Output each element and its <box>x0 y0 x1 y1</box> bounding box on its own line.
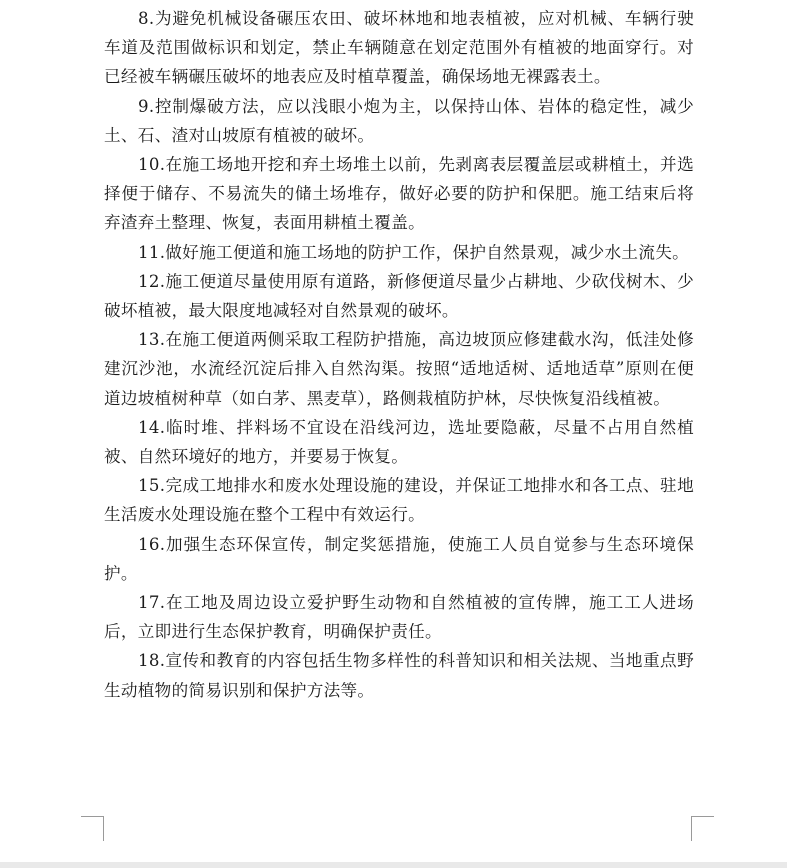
paragraph-11: 11.做好施工便道和施工场地的防护工作，保护自然景观，减少水土流失。 <box>138 242 689 262</box>
paragraph-12: 12.施工便道尽量使用原有道路，新修便道尽量少占耕地、少砍伐树木、少破坏植被，最大限度地减轻对自然景观的破坏。 <box>104 271 694 321</box>
paragraph-16: 16.加强生态环保宣传，制定奖惩措施，使施工人员自觉参与生态环境保护。 <box>104 534 694 583</box>
paragraph-13: 13.在施工便道两侧采取工程防护措施，高边坡顶应修建截水沟，低洼处修建沉沙池，水流经沉淀后排入自然沟渠。按照“适地适树、适地适草”原则在便道边坡植树种草（如白茅、黑麦草），路侧栽植防护林，尽快恢复沿线植被。 <box>104 330 694 408</box>
margin-corner-mark-right <box>691 816 714 841</box>
paragraph-15: 15.完成工地排水和废水处理设施的建设，并保证工地排水和各工点、驻地生活废水处理设施在整个工程中有效运行。 <box>104 476 694 525</box>
paragraph-17: 17.在工地及周边设立爱护野生动物和自然植被的宣传牌，施工工人进场后，立即进行生态保护教育，明确保护责任。 <box>104 593 694 642</box>
paragraph-8: 8.为避免机械设备碾压农田、破坏林地和地表植被，应对机械、车辆行驶车道及范围做标识和划定，禁止车辆随意在划定范围外有植被的地面穿行。对已经被车辆碾压破坏的地表应及时植草覆盖，确保场地无裸露表土。 <box>104 9 694 87</box>
paragraph-10: 10.在施工场地开挖和弃土场堆土以前，先剥离表层覆盖层或耕植土，并选择便于储存、不易流失的储土场堆存，做好必要的防护和保肥。施工结束后将弃渣弃土整理、恢复，表面用耕植土覆盖。 <box>104 155 694 233</box>
paragraph-14: 14.临时堆、拌料场不宜设在沿线河边，选址要隐蔽，尽量不占用自然植被、自然环境好的地方，并要易于恢复。 <box>104 417 694 467</box>
margin-corner-mark-left <box>81 816 104 841</box>
page-bottom-edge <box>0 862 787 868</box>
document-body <box>104 4 694 705</box>
paragraph-9: 9.控制爆破方法，应以浅眼小炮为主，以保持山体、岩体的稳定性，减少土、石、渣对山坡原有植被的破坏。 <box>104 96 694 145</box>
paragraph-18: 18.宣传和教育的内容包括生物多样性的科普知识和相关法规、当地重点野生动植物的简易识别和保护方法等。 <box>104 651 694 700</box>
